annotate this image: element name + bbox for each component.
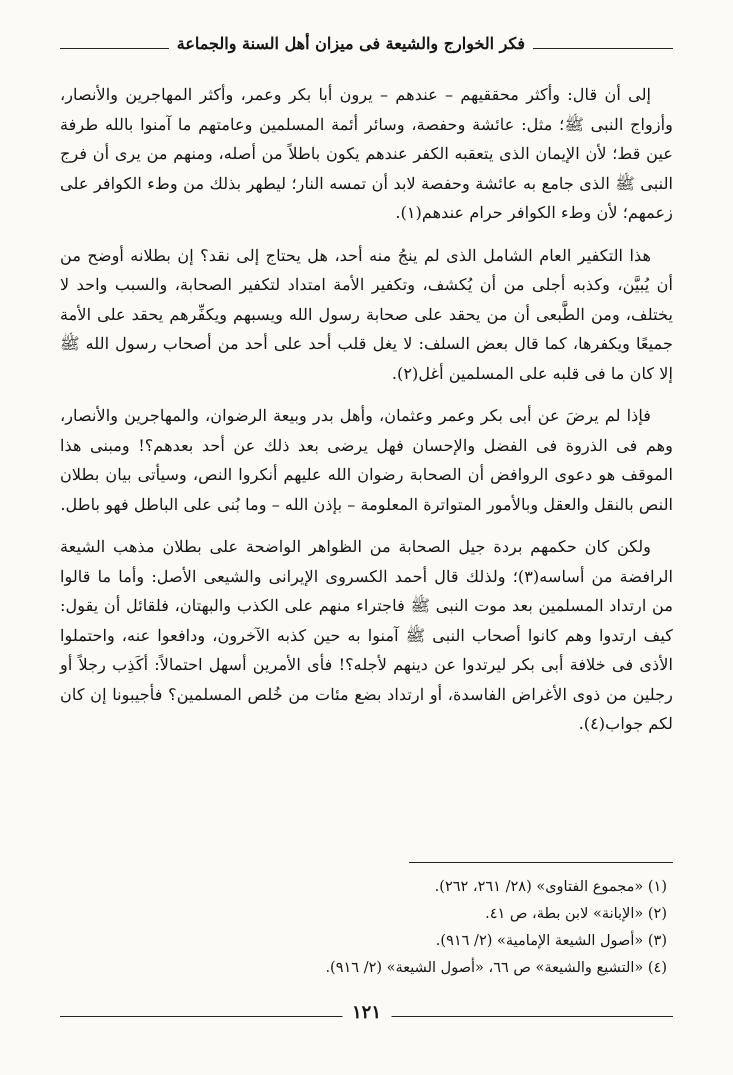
page-footer <box>60 1002 673 1032</box>
footnote: (٢) «الإبانة» لابن بطة، ص ٤١. <box>485 906 667 922</box>
footnote: (٣) «أصول الشيعة الإمامية» (٢/ ٩١٦). <box>435 933 667 949</box>
running-header <box>60 30 673 60</box>
main-text <box>60 80 673 752</box>
footnote: (٤) «التشيع والشيعة» ص ٦٦، «أصول الشيعة» (٢/ ٩١٦). <box>325 960 667 976</box>
page-number: ١٢١ <box>342 1002 391 1023</box>
paragraph: إلى أن قال: وأكثر محققيهم – عندهم – يرون أبا بكر وعمر، وأكثر المهاجرين والأنصار، وأزواج النبى ﷺ؛ مثل: عائشة وحفصة، وسائر أئمة المسلمين وعامتهم ما آمنوا بالله طرفة عين قط؛ لأن الإيمان الذى يتعقبه الكفر عندهم يكون باطلاً من أصله، ومنهم من يرى أن فرج النبى ﷺ الذى جامع به عائشة وحفصة لابد أن تمسه النار؛ ليطهر بذلك من وطء الكوافر على زعمهم؛ لأن وطء الكوافر حرام عندهم(١). <box>60 85 673 222</box>
footnote-separator <box>409 862 673 863</box>
footnote: (١) «مجموع الفتاوى» (٢٨/ ٢٦١، ٢٦٢). <box>434 879 667 895</box>
paragraph: ولكن كان حكمهم بردة جيل الصحابة من الظواهر الواضحة على بطلان مذهب الشيعة الرافضة من أساسه(٣)؛ ولذلك قال أحمد الكسروى الإيرانى والشيعى الأصل: وأما ما قالوا من ارتداد المسلمين بعد موت النبى ﷺ فاجتراء منهم على الكذب والبهتان، فلقائل أن يقول: كيف ارتدوا وهم كانوا أصحاب النبى ﷺ آمنوا به حين كذبه الآخرون، ودافعوا عنه، واحتملوا الأذى فى خلافة أبى بكر ليرتدوا عن دينهم لأجله؟! فأى الأمرين أسهل احتمالاً: أكَذِب رجلاً أو رجلين من ذوى الأغراض الفاسدة، أو ارتداد بضع مئات من خُلص المسلمين؟ فأجيبونا إن كان لكم جواب(٤). <box>60 537 673 733</box>
header-title: فكر الخوارج والشيعة فى ميزان أهل السنة والجماعة <box>169 34 533 53</box>
paragraph: هذا التكفير العام الشامل الذى لم ينجُ منه أحد، هل يحتاج إلى نقد؟ إن بطلانه أوضح من أن يُبيَّن، وكذبه أجلى من أن يُكشف، وتكفير الأمة امتداد لتكفير الصحابة، والسبب واحد لا يختلف، ومن الطَّبعى أن من يحقد على صحابة رسول الله ويسبهم ويكفِّرهم يحقد على الأمة جميعًا ويكفرها، كما قال بعض السلف: لا يغل قلب أحد على أحد من أصحاب رسول الله ﷺ إلا كان ما فى قلبه على المسلمين أغل(٢). <box>60 245 673 383</box>
paragraph: فإذا لم يرضَ عن أبى بكر وعمر وعثمان، وأهل بدر وبيعة الرضوان، والمهاجرين والأنصار، وهم فى الذروة فى الفضل والإحسان فهل يرضى بعد ذلك عن أحد بعدهم؟! ومبنى هذا الموقف هو دعوى الروافض أن الصحابة رضوان الله عليهم أنكروا النص، وسيأتى بيان بطلان النص بالنقل والعقل وبالأمور المتواترة المعلومة – بإذن الله – وما بُنى على الباطل فهو باطل. <box>60 406 673 514</box>
footnotes <box>60 874 667 982</box>
